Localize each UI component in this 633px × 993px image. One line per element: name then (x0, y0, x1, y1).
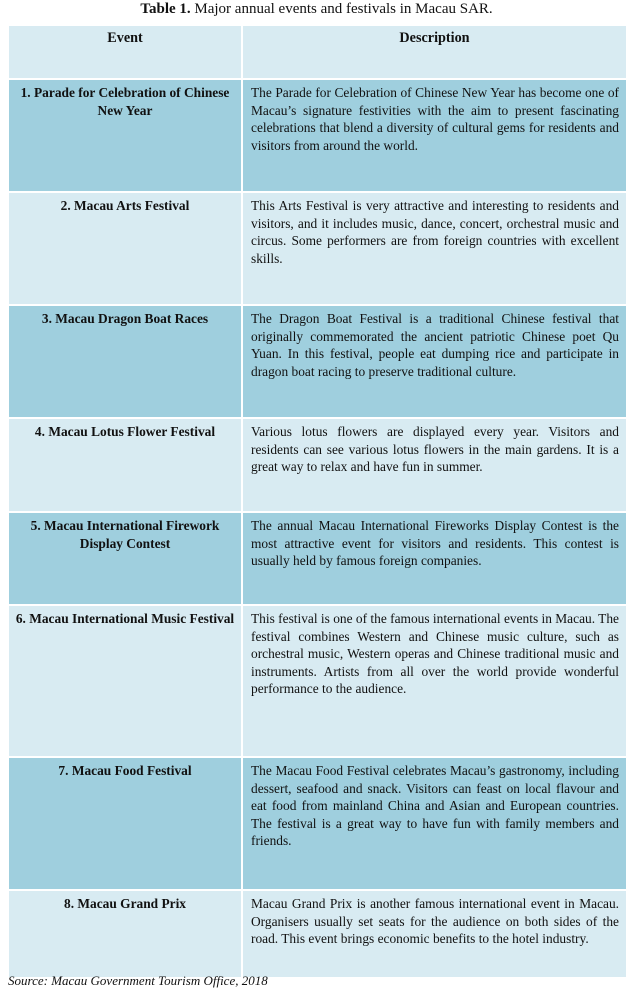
event-description: The Parade for Celebration of Chinese New Year has become one of Macau’s signature festivities with the aim to present fascinating celebrations that blend a diversity of cultural gems for residents and visitors from around the world. (242, 79, 627, 192)
event-name: 8. Macau Grand Prix (8, 890, 242, 978)
event-name: 1. Parade for Celebration of Chinese New Year (8, 79, 242, 192)
event-description: The annual Macau International Fireworks Display Contest is the most attractive event for visitors and residents. This contest is usually held by famous foreign companies. (242, 512, 627, 605)
table-header-row (8, 25, 627, 79)
table-source-note: Source: Macau Government Tourism Office, 2018 (8, 973, 268, 988)
event-description: The Macau Food Festival celebrates Macau’s gastronomy, including dessert, seafood and snack. Visitors can feast on local flavour and eat food from mainland China and Asian and European countries. The festival is a great way to have fun with family members and friends. (242, 757, 627, 890)
event-name: 7. Macau Food Festival (8, 757, 242, 890)
table-row (8, 79, 627, 192)
event-name: 6. Macau International Music Festival (8, 605, 242, 757)
column-header-description: Description (242, 25, 627, 79)
table-row (8, 305, 627, 418)
event-description: The Dragon Boat Festival is a traditional Chinese festival that originally commemorated the ancient patriotic Chinese poet Qu Yuan. In this festival, people eat dumping rice and participate in dragon boat racing to preserve traditional culture. (242, 305, 627, 418)
table-row (8, 605, 627, 757)
event-description: Various lotus flowers are displayed every year. Visitors and residents can see various lotus flowers in the main gardens. It is a great way to relax and have fun in summer. (242, 418, 627, 512)
event-name: 2. Macau Arts Festival (8, 192, 242, 305)
table-row (8, 512, 627, 605)
table-row (8, 890, 627, 978)
table-row (8, 757, 627, 890)
event-description: Macau Grand Prix is another famous international event in Macau. Organisers usually set seats for the audience on both sides of the road. This event brings economic benefits to the hotel industry. (242, 890, 627, 978)
event-description: This Arts Festival is very attractive and interesting to residents and visitors, and it includes music, dance, concert, orchestral music and circus. Some performers are from foreign countries with excellent skills. (242, 192, 627, 305)
table-caption-label: Table 1. (140, 1, 191, 17)
table-row (8, 418, 627, 512)
event-description: This festival is one of the famous international events in Macau. The festival combines Western and Chinese music culture, such as orchestral music, Western operas and Chinese traditional music and instruments. Artists from all over the world provide wonderful performance to the audience. (242, 605, 627, 757)
column-header-event: Event (8, 25, 242, 79)
table-caption-title: Major annual events and festivals in Macau SAR. (194, 1, 493, 17)
events-table (7, 24, 628, 979)
event-name: 4. Macau Lotus Flower Festival (8, 418, 242, 512)
table-caption (0, 0, 633, 18)
event-name: 3. Macau Dragon Boat Races (8, 305, 242, 418)
table-row (8, 192, 627, 305)
event-name: 5. Macau International Firework Display Contest (8, 512, 242, 605)
